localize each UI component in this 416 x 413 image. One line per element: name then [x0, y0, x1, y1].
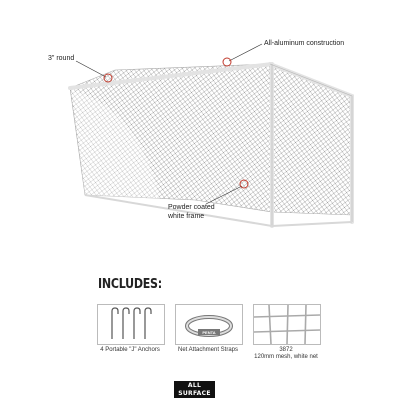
strap-brand-text: PENTA [202, 330, 216, 335]
net-label [244, 347, 328, 361]
strap-box [175, 304, 243, 345]
includes-title: INCLUDES: [98, 277, 162, 292]
badge-line1: ALL [187, 382, 202, 389]
j-anchors-icon [98, 305, 164, 344]
callout-powder-line1: Powder coated [168, 204, 215, 211]
callout-ring-aluminum [223, 58, 231, 66]
strap-label: Net Attachment Straps [177, 347, 239, 353]
net-label-line1: 3872 [279, 347, 293, 353]
net-box [253, 304, 321, 345]
strap-icon [176, 305, 242, 344]
anchors-box [97, 304, 165, 345]
callout-powder-line2: white frame [168, 212, 205, 220]
net-mesh-icon [254, 305, 320, 344]
badge-line2: SURFACE [178, 389, 211, 397]
callout-aluminum: All-aluminum construction [264, 40, 345, 47]
goal-net-side [272, 64, 352, 215]
all-surface-badge [174, 381, 215, 398]
callout-round: 3" round [48, 55, 75, 62]
anchors-label: 4 Portable "J" Anchors [100, 347, 160, 353]
callout-powder [168, 204, 215, 222]
net-label-line2: 120mm mesh, white net [254, 354, 318, 361]
